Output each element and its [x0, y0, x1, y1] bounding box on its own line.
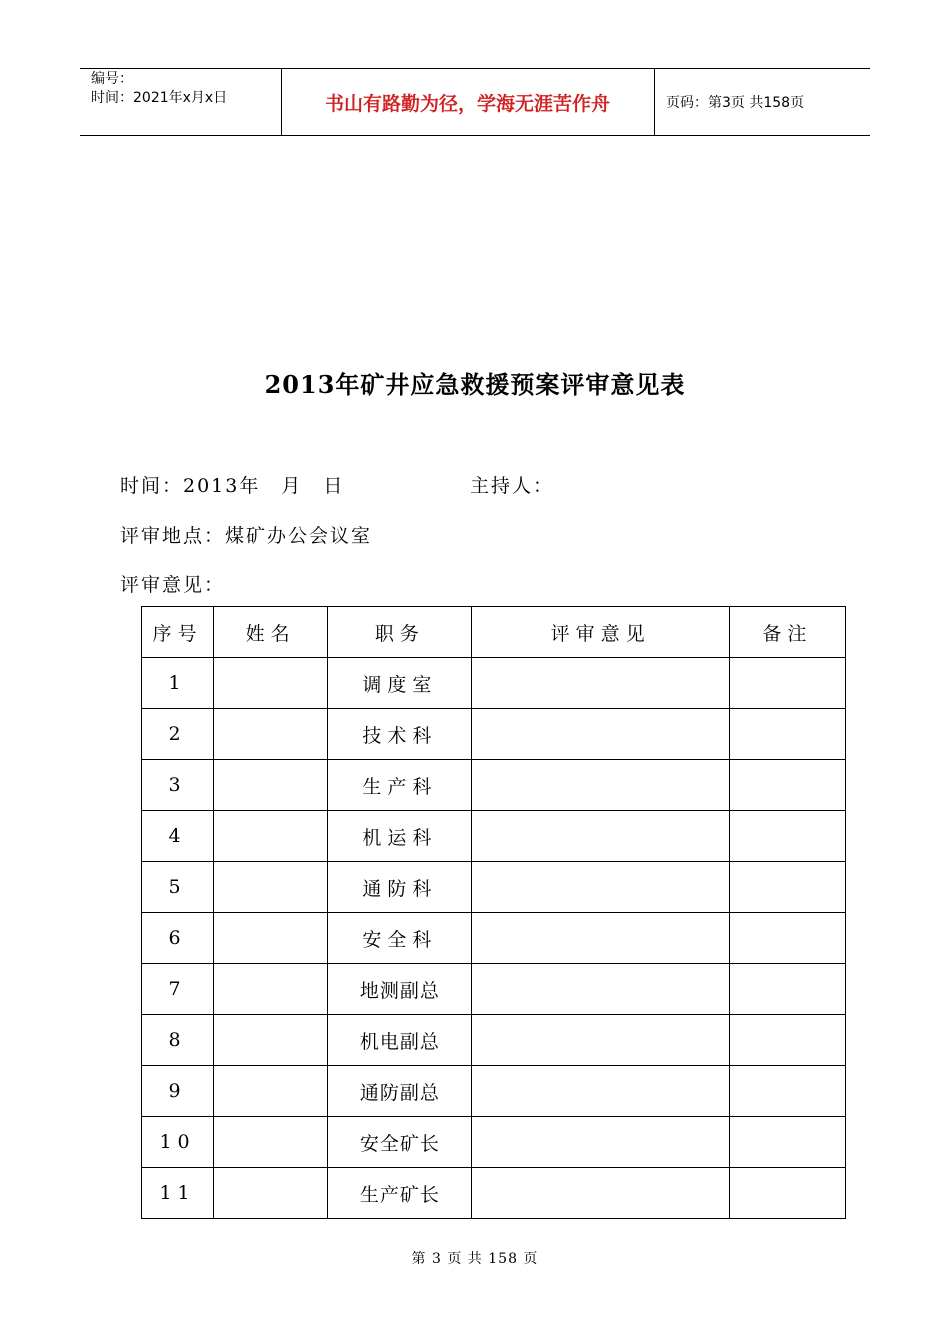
role-cell: 通防副总 — [328, 1066, 472, 1117]
table-row — [142, 760, 846, 811]
header-info — [91, 70, 227, 108]
note-cell[interactable] — [729, 862, 845, 913]
note-cell[interactable] — [729, 760, 845, 811]
name-cell[interactable] — [214, 709, 328, 760]
role-cell: 安全科 — [328, 913, 472, 964]
page-footer: 第 3 页 共 158 页 — [411, 1251, 539, 1267]
header-divider-right — [654, 68, 655, 136]
name-cell[interactable] — [214, 1015, 328, 1066]
opinion-cell[interactable] — [472, 913, 729, 964]
table-row — [142, 709, 846, 760]
name-cell[interactable] — [214, 1066, 328, 1117]
host-field: 主持人： — [470, 475, 555, 497]
role-cell: 机电副总 — [328, 1015, 472, 1066]
name-cell[interactable] — [214, 811, 328, 862]
opinion-cell[interactable] — [472, 1117, 729, 1168]
note-cell[interactable] — [729, 811, 845, 862]
role-cell: 通防科 — [328, 862, 472, 913]
role-cell: 地测副总 — [328, 964, 472, 1015]
opinion-label: 评审意见： — [120, 574, 226, 596]
table-row — [142, 862, 846, 913]
table-header-row — [142, 607, 846, 658]
opinion-cell[interactable] — [472, 709, 729, 760]
opinion-cell[interactable] — [472, 862, 729, 913]
header-no: 序号 — [142, 607, 214, 658]
row-number: 6 — [142, 913, 214, 964]
row-number: 9 — [142, 1066, 214, 1117]
header-time-label: 时间：2021年x月x日 — [91, 90, 228, 106]
opinion-cell[interactable] — [472, 1066, 729, 1117]
time-field: 时间：2013年 月 日 — [120, 475, 345, 497]
note-cell[interactable] — [729, 913, 845, 964]
document-title: 2013年矿井应急救援预案评审意见表 — [264, 370, 686, 399]
row-number: 1 — [142, 658, 214, 709]
header-page-label: 页码：第3页 共158页 — [666, 95, 805, 111]
header-note: 备注 — [729, 607, 845, 658]
header-name: 姓名 — [214, 607, 328, 658]
table-row — [142, 1168, 846, 1219]
table-row — [142, 658, 846, 709]
row-number: 11 — [142, 1168, 214, 1219]
row-number: 7 — [142, 964, 214, 1015]
review-table — [141, 606, 846, 1219]
role-cell: 安全矿长 — [328, 1117, 472, 1168]
header-motto: 书山有路勤为径，学海无涯苦作舟 — [324, 92, 610, 115]
table-row — [142, 811, 846, 862]
name-cell[interactable] — [214, 1117, 328, 1168]
name-cell[interactable] — [214, 913, 328, 964]
header-number-label: 编号： — [91, 71, 133, 87]
name-cell[interactable] — [214, 964, 328, 1015]
row-number: 8 — [142, 1015, 214, 1066]
opinion-cell[interactable] — [472, 964, 729, 1015]
place-field: 评审地点：煤矿办公会议室 — [120, 525, 373, 547]
opinion-cell[interactable] — [472, 1015, 729, 1066]
table-row — [142, 913, 846, 964]
role-cell: 技术科 — [328, 709, 472, 760]
role-cell: 机运科 — [328, 811, 472, 862]
name-cell[interactable] — [214, 862, 328, 913]
row-number: 4 — [142, 811, 214, 862]
table-row — [142, 1066, 846, 1117]
role-cell: 生产科 — [328, 760, 472, 811]
note-cell[interactable] — [729, 1066, 845, 1117]
table-row — [142, 1015, 846, 1066]
name-cell[interactable] — [214, 1168, 328, 1219]
row-number: 10 — [142, 1117, 214, 1168]
header-opinion: 评审意见 — [472, 607, 729, 658]
table-row — [142, 1117, 846, 1168]
row-number: 2 — [142, 709, 214, 760]
row-number: 3 — [142, 760, 214, 811]
role-cell: 调度室 — [328, 658, 472, 709]
role-cell: 生产矿长 — [328, 1168, 472, 1219]
note-cell[interactable] — [729, 658, 845, 709]
opinion-cell[interactable] — [472, 1168, 729, 1219]
header-role: 职务 — [328, 607, 472, 658]
opinion-cell[interactable] — [472, 811, 729, 862]
note-cell[interactable] — [729, 1117, 845, 1168]
note-cell[interactable] — [729, 964, 845, 1015]
opinion-cell[interactable] — [472, 658, 729, 709]
name-cell[interactable] — [214, 658, 328, 709]
opinion-cell[interactable] — [472, 760, 729, 811]
table-row — [142, 964, 846, 1015]
note-cell[interactable] — [729, 1015, 845, 1066]
note-cell[interactable] — [729, 1168, 845, 1219]
row-number: 5 — [142, 862, 214, 913]
note-cell[interactable] — [729, 709, 845, 760]
name-cell[interactable] — [214, 760, 328, 811]
